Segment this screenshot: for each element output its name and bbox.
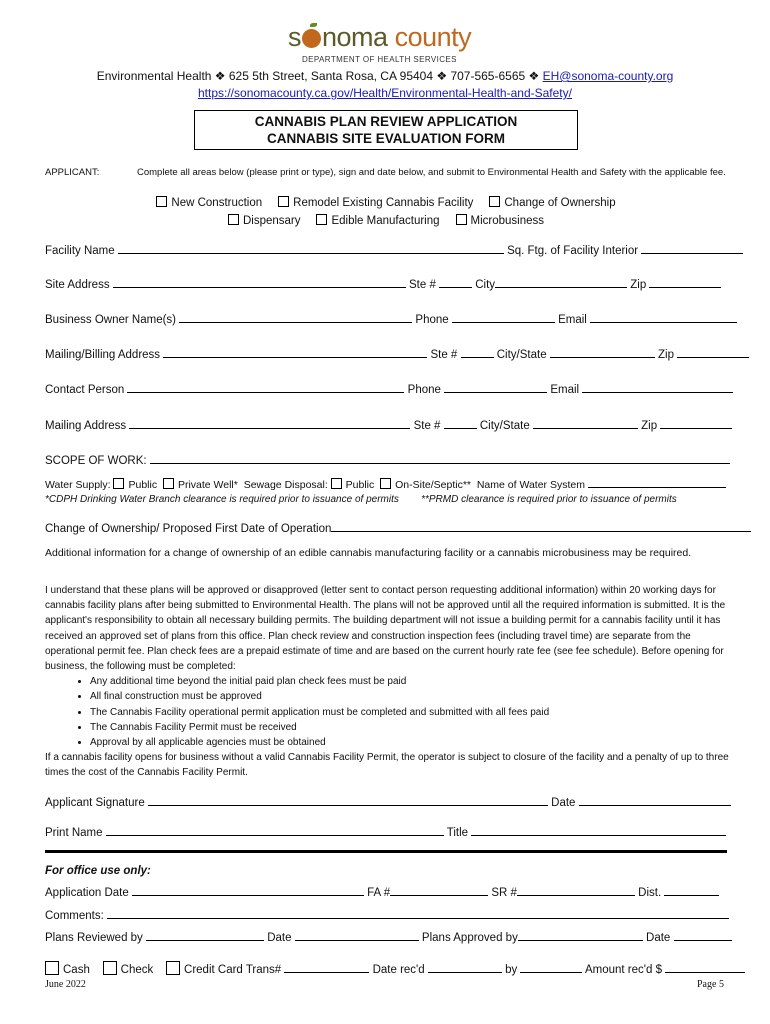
site-city-field[interactable] [495, 287, 627, 288]
page-number: Page 5 [697, 979, 724, 990]
owner-row: Business Owner Name(s) Phone Email [45, 314, 727, 326]
list-item: • All final construction must be approved [90, 689, 730, 704]
amount-field[interactable] [665, 972, 745, 973]
reviewed-date-field[interactable] [295, 940, 419, 941]
list-item: • Any additional time beyond the initial paid plan check fees must be paid [90, 674, 730, 689]
checkbox[interactable] [228, 214, 239, 225]
list-item: • The Cannabis Facility Permit must be received [90, 720, 730, 735]
mailing-ste-field[interactable] [444, 428, 477, 429]
owner-email-field[interactable] [590, 322, 737, 323]
ownership-date-field[interactable] [331, 531, 751, 532]
form-title-2: CANNABIS SITE EVALUATION FORM [267, 131, 505, 146]
type-edible[interactable]: Edible Manufacturing [316, 215, 439, 227]
billing-ste-field[interactable] [461, 357, 494, 358]
contact-person-row: Contact Person Phone Email [45, 384, 727, 396]
statement: I understand that these plans will be approved or disapproved (letter sent to contact person requesting additional information) within 20 working days for cannabis facility plans after being submitted to Environmental Health. The plans will not be approved until all the required information is submitted. It is the applicant's responsibility to obtain all necessary building permits. The building department will not issue a building permit for a cannabis facility until it has received an approved set of plans from this office. Plan check review and construction inspection fees (including travel time) are separate from the operational permit fee. Plan check fees are a prepaid estimate of time and are based on the current hourly rate fee (see fee schedule). Before opening for business, the following must be completed: • Any additional time beyond the initial paid plan check fees must be paid • All final construction must be approved • The Cannabis Facility operational permit application must be completed and submitted with all fees paid • The Cannabis Facility Permit must be received • Approval by all applicable agencies must be obtained If a cannabis facility opens for business without a valid Cannabis Facility Permit, the operator is subject to closure of the facility and a penalty of up to three times the cost of the Cannabis Facility Permit. [45, 583, 730, 781]
owner-phone-field[interactable] [452, 322, 555, 323]
sr-field[interactable] [517, 895, 635, 896]
check-checkbox[interactable] [103, 961, 117, 975]
received-by-field[interactable] [520, 972, 582, 973]
water-public-checkbox[interactable] [113, 478, 124, 489]
type-remodel[interactable]: Remodel Existing Cannabis Facility [278, 197, 473, 209]
office-heading: For office use only: [45, 865, 151, 877]
office-row-1: Application Date FA # SR # Dist. [45, 887, 727, 899]
septic-checkbox[interactable] [380, 478, 391, 489]
facility-name-row: Facility Name Sq. Ftg. of Facility Interior [45, 245, 727, 257]
water-notes: *CDPH Drinking Water Branch clearance is required prior to issuance of permits **PRMD clearance is required prior to issuance of permits [45, 494, 677, 505]
ownership-row: Change of Ownership/ Proposed First Date of Operation [45, 523, 727, 535]
fa-field[interactable] [390, 895, 488, 896]
comments-field[interactable] [107, 918, 729, 919]
site-ste-field[interactable] [439, 287, 472, 288]
website-line [0, 86, 770, 100]
scope-field[interactable] [150, 463, 730, 464]
application-date-field[interactable] [132, 895, 364, 896]
list-item: • Approval by all applicable agencies must be obtained [90, 735, 730, 750]
mailing-row: Mailing Address Ste # City/State Zip [45, 420, 727, 432]
title-field[interactable] [471, 835, 726, 836]
office-row-2: Plans Reviewed by Date Plans Approved by Date [45, 932, 727, 944]
contact-person-field[interactable] [127, 392, 404, 393]
list-item: • The Cannabis Facility operational permit application must be completed and submitted with all fees paid [90, 705, 730, 720]
footer-date: June 2022 [45, 979, 86, 990]
scope-row: SCOPE OF WORK: [45, 455, 727, 467]
mailing-city-field[interactable] [533, 428, 638, 429]
mailing-zip-field[interactable] [660, 428, 732, 429]
cash-checkbox[interactable] [45, 961, 59, 975]
ownership-info: Additional information for a change of ownership of an edible cannabis manufacturing facility or a cannabis microbusiness may be required. [45, 547, 692, 559]
type-microbusiness[interactable]: Microbusiness [456, 215, 545, 227]
contact-email-field[interactable] [582, 392, 733, 393]
type-new-construction[interactable]: New Construction [156, 197, 262, 209]
facility-name-field[interactable] [118, 253, 504, 254]
contact-line: Environmental Health ❖ 625 5th Street, Santa Rosa, CA 95404 ❖ 707-565-6565 ❖ EH@sonoma-county.org [96, 69, 674, 83]
signature-row: Applicant Signature Date [45, 797, 727, 809]
applicant-row [45, 167, 727, 178]
type-row-2 [45, 214, 727, 227]
email-link[interactable]: EH@sonoma-county.org [542, 69, 674, 83]
site-address-field[interactable] [113, 287, 406, 288]
checkbox[interactable] [316, 214, 327, 225]
private-well-checkbox[interactable] [163, 478, 174, 489]
owner-field[interactable] [179, 322, 412, 323]
credit-card-checkbox[interactable] [166, 961, 180, 975]
form-title-box [194, 110, 578, 150]
sewage-public-checkbox[interactable] [331, 478, 342, 489]
comments-row: Comments: [45, 910, 727, 922]
mailing-address-field[interactable] [129, 428, 410, 429]
checkbox[interactable] [489, 196, 500, 207]
signature-date-field[interactable] [579, 805, 731, 806]
approved-date-field[interactable] [674, 940, 732, 941]
checkbox[interactable] [156, 196, 167, 207]
approved-by-field[interactable] [518, 940, 643, 941]
water-row: Water Supply: Public Private Well* Sewage Disposal: Public On-Site/Septic** Name of Water System [45, 478, 727, 491]
site-zip-field[interactable] [649, 287, 721, 288]
dist-field[interactable] [664, 895, 719, 896]
divider [45, 850, 727, 853]
billing-city-field[interactable] [550, 357, 655, 358]
billing-row: Mailing/Billing Address Ste # City/State Zip [45, 349, 727, 361]
site-address-row: Site Address Ste # City Zip [45, 279, 727, 291]
sonoma-county-logo [288, 22, 472, 68]
sqft-field[interactable] [641, 253, 743, 254]
billing-zip-field[interactable] [677, 357, 749, 358]
logo-department: DEPARTMENT OF HEALTH SERVICES [302, 55, 457, 64]
apple-icon [302, 29, 321, 48]
contact-phone-field[interactable] [444, 392, 547, 393]
checkbox[interactable] [278, 196, 289, 207]
billing-address-field[interactable] [163, 357, 427, 358]
type-row-1 [45, 196, 727, 209]
payment-row: Cash Check Credit Card Trans# Date rec'd by Amount rec'd $ [45, 961, 727, 976]
applicant-instructions: Complete all areas below (please print or type), sign and date below, and submit to Environmental Health and Safety with the applicable fee. [137, 167, 726, 178]
logo-wordmark: s noma county [288, 22, 472, 52]
website-link[interactable]: https://sonomacounty.ca.gov/Health/Environmental-Health-and-Safety/ [198, 86, 572, 100]
reviewed-by-field[interactable] [146, 940, 264, 941]
print-name-field[interactable] [106, 835, 444, 836]
form-title-1: CANNABIS PLAN REVIEW APPLICATION [254, 114, 518, 129]
applicant-label: APPLICANT: [45, 167, 100, 178]
print-name-row: Print Name Title [45, 827, 727, 839]
signature-field[interactable] [148, 805, 548, 806]
date-received-field[interactable] [428, 972, 502, 973]
water-system-field[interactable] [588, 487, 726, 488]
requirements-list [45, 674, 730, 750]
checkbox[interactable] [456, 214, 467, 225]
cc-trans-field[interactable] [284, 972, 369, 973]
type-change-ownership[interactable]: Change of Ownership [489, 197, 615, 209]
type-dispensary[interactable]: Dispensary [228, 215, 301, 227]
closing-text: If a cannabis facility opens for business without a valid Cannabis Facility Permit, the operator is subject to closure of the facility and a penalty of up to three times the cost of the Cannabis Facility Permit. [45, 752, 729, 779]
